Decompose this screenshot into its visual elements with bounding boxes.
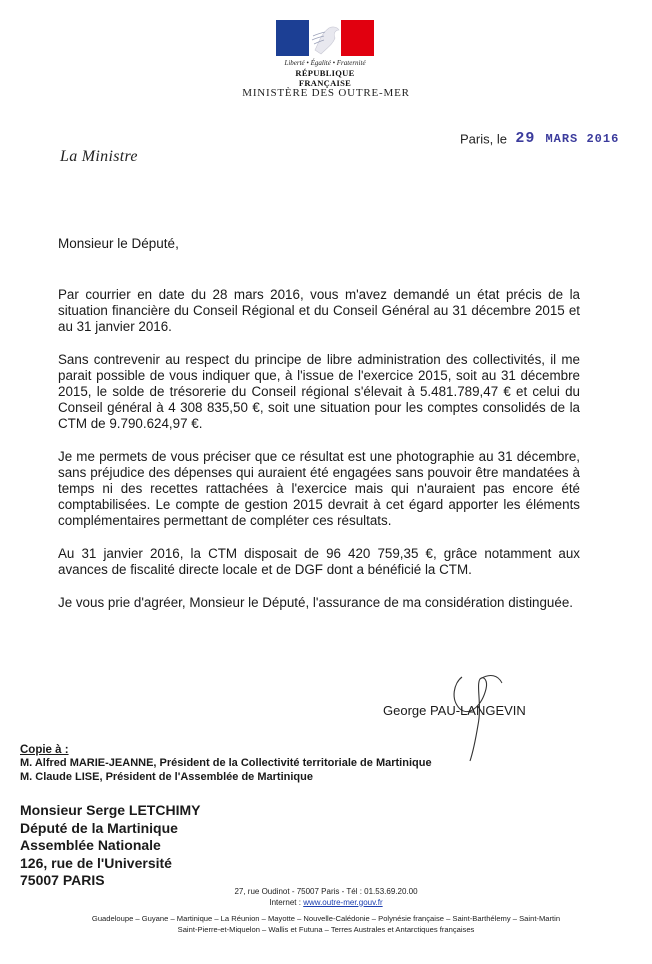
date-prefix: Paris, le: [460, 131, 507, 147]
footer-territories: [12, 913, 640, 935]
republique-francaise-logo: [275, 20, 375, 88]
recipient-line: Assemblée Nationale: [20, 837, 161, 853]
letter-date: [460, 130, 619, 148]
footer-address: [150, 887, 502, 908]
footer-internet: [150, 898, 502, 909]
recipient-line: 75007 PARIS: [20, 872, 105, 888]
ministry-name: MINISTÈRE DES OUTRE-MER: [242, 87, 410, 99]
date-stamp: [515, 130, 619, 147]
sender-title: La Ministre: [60, 148, 138, 165]
body-paragraph: Par courrier en date du 28 mars 2016, vous m'avez demandé un état précis de la situation financière du Conseil Régional et du Conseil Général au 31 décembre 2015 et au 31 janvier 2016.: [58, 287, 580, 334]
marianne-flag-icon: [276, 20, 374, 56]
date-stamp-day: 29: [515, 130, 536, 148]
territories-line: Guadeloupe – Guyane – Martinique – La Réunion – Mayotte – Nouvelle-Calédonie – Polynésie française – Saint-Barthélemy – Saint-Martin: [91, 914, 561, 923]
body-paragraph: Je vous prie d'agréer, Monsieur le Député, l'assurance de ma considération distinguée.: [58, 595, 573, 610]
letter-body: [58, 287, 580, 628]
copies-title: Copie à :: [20, 744, 69, 756]
recipient-address: [20, 802, 200, 890]
copy-recipient: M. Alfred MARIE-JEANNE, Président de la Collectivité territoriale de Martinique: [20, 757, 432, 769]
copy-recipient: M. Claude LISE, Président de l'Assemblée de Martinique: [20, 771, 313, 783]
footer-postal: 27, rue Oudinot - 75007 Paris - Tél : 01.53.69.20.00: [234, 887, 418, 896]
recipient-line: Monsieur Serge LETCHIMY: [20, 802, 201, 818]
signatory-name: George PAU-LANGEVIN: [383, 703, 526, 718]
territories-line: Saint-Pierre-et-Miquelon – Wallis et Futuna – Terres Australes et Antarctiques françaises: [177, 925, 475, 934]
recipient-line: Député de la Martinique: [20, 819, 178, 836]
republic-motto: Liberté • Égalité • Fraternité: [284, 59, 366, 67]
footer-internet-label: Internet :: [269, 897, 301, 907]
body-paragraph: Sans contrevenir au respect du principe de libre administration des collectivités, il me parait possible de vous indiquer que, à l'issue de l'exercice 2015, soit au 31 décembre 2015, le solde de trésorerie du Conseil régional s'élevait à 5.481.789,47 € et celui du Conseil général à 4 308 835,50 €, soit une situation pour les comptes consolidés de la CTM de 9.790.624,97 €.: [58, 352, 580, 431]
body-paragraph: Au 31 janvier 2016, la CTM disposait de 96 420 759,35 €, grâce notamment aux avances de fiscalité directe locale et de DGF dont a bénéficié la CTM.: [58, 546, 580, 577]
salutation: Monsieur le Député,: [58, 236, 179, 251]
body-paragraph: Je me permets de vous préciser que ce résultat est une photographie au 31 décembre, sans préjudice des dépenses qui auraient été engagées sans pouvoir être mandatées à temps ni des recettes rattachées à l'exercice mais qui n'auraient pas encore été comptabilisées. Le compte de gestion 2015 devrait à cet égard apporter les éléments complémentaires permettant de compléter ces résultats.: [58, 449, 580, 528]
footer-website-link[interactable]: www.outre-mer.gouv.fr: [303, 897, 383, 907]
copies-section: [20, 744, 432, 784]
republic-name: RÉPUBLIQUE FRANÇAISE: [295, 68, 355, 88]
date-stamp-month-year: MARS 2016: [545, 132, 620, 147]
recipient-line: 126, rue de l'Université: [20, 854, 172, 871]
